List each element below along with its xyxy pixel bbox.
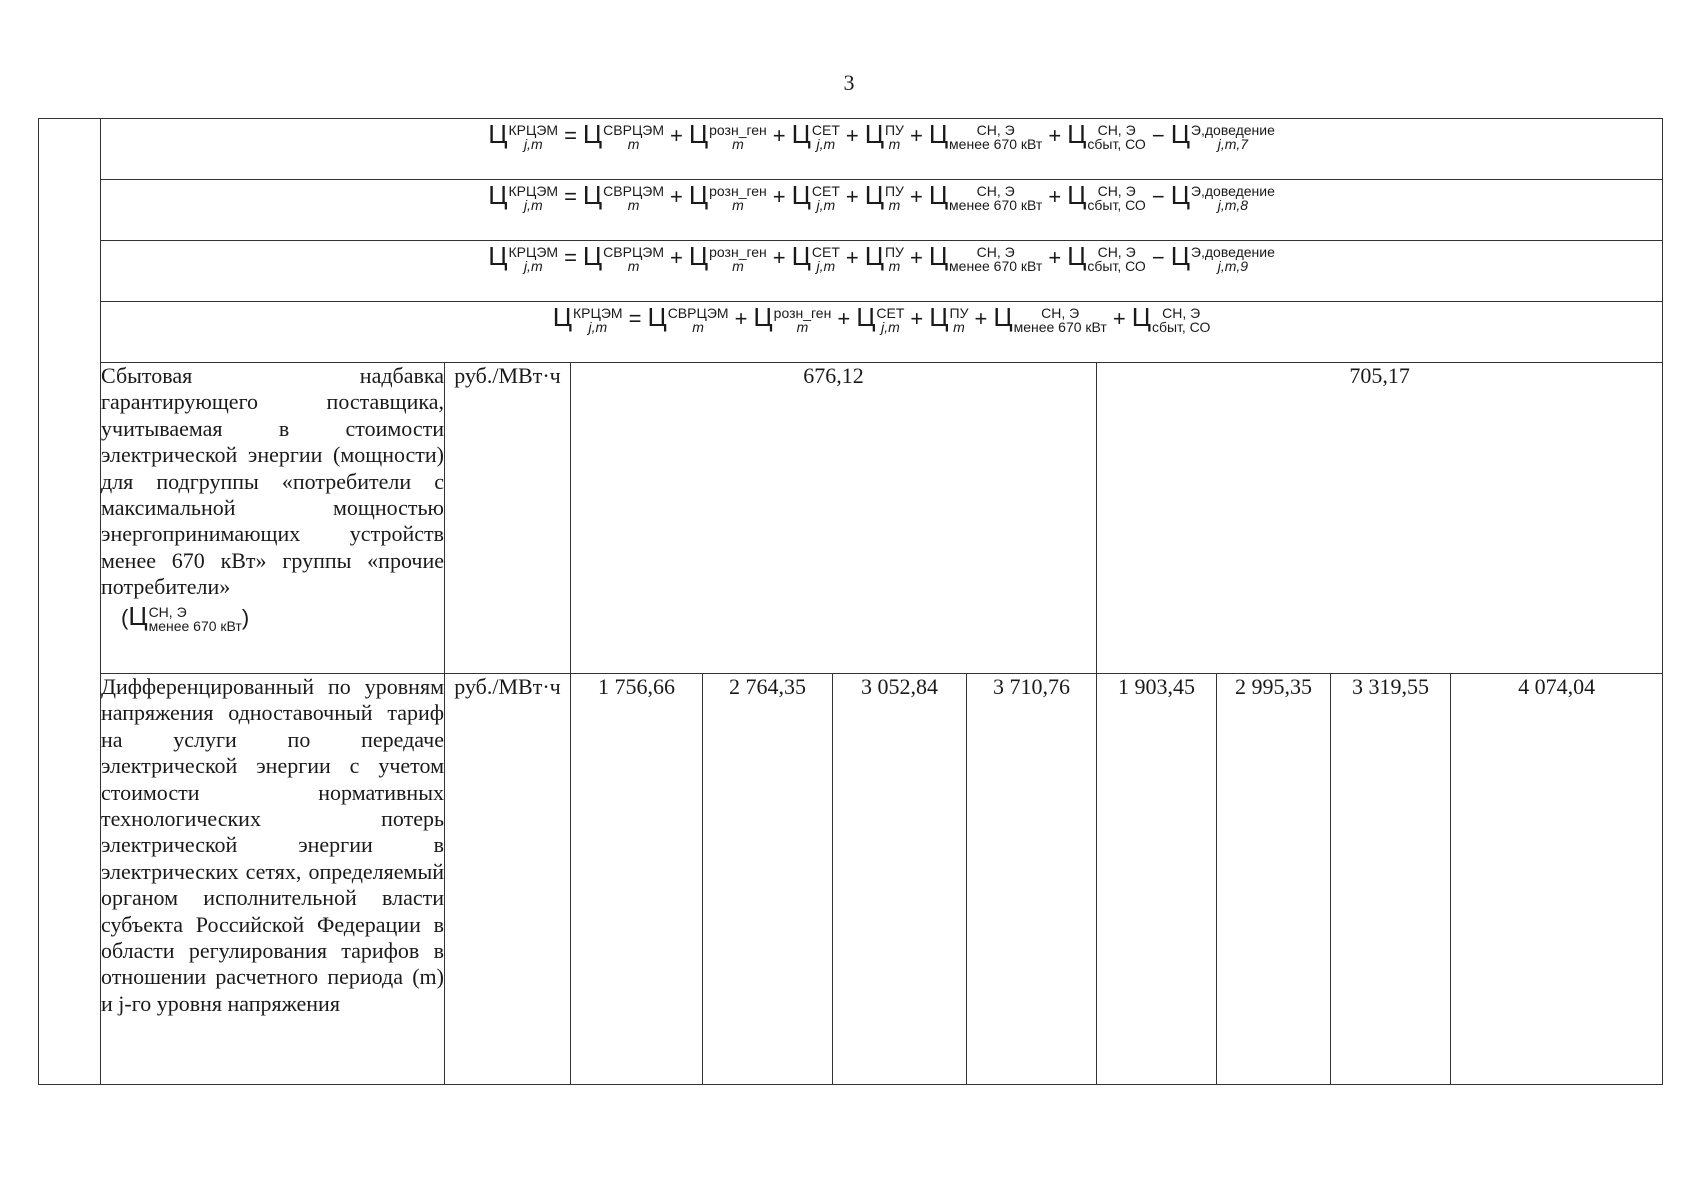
formula-operator: −: [1151, 184, 1165, 209]
formula-indices: [508, 184, 558, 212]
markup-value-2: 705,17: [1097, 363, 1663, 674]
tariff-table: [38, 118, 1663, 1085]
formula-subscript: сбыт, СО: [1087, 136, 1146, 153]
formula-subscript: j,m: [816, 197, 836, 214]
formula-indices: [709, 123, 767, 151]
formula-indices: [1191, 184, 1275, 212]
formula-term: [929, 302, 969, 336]
formula-operator: +: [909, 245, 923, 270]
formula-subscript: j,m: [816, 136, 836, 153]
formula-operator: −: [1151, 245, 1165, 270]
formula-operator: +: [1112, 306, 1126, 331]
formula-symbol: Ц: [1170, 180, 1190, 210]
formula-indices: [709, 184, 767, 212]
formula-superscript: СН, Э: [1162, 305, 1201, 322]
formula-superscript: СН, Э: [1097, 122, 1136, 139]
formula-term: [128, 600, 242, 634]
formula-superscript: СЕТ: [811, 183, 840, 200]
formula-symbol: Ц: [864, 180, 884, 210]
formula-symbol: Ц: [488, 241, 508, 271]
formula-term: [552, 302, 623, 336]
formula-superscript: Э,доведение: [1190, 122, 1275, 139]
formula-operator: +: [772, 245, 786, 270]
formula-operator: +: [845, 245, 859, 270]
formula-operator: −: [1151, 123, 1165, 148]
formula-symbol: Ц: [864, 119, 884, 149]
tariff-row: [39, 674, 1663, 1085]
side-column: [39, 119, 101, 1085]
formula-indices: [1087, 184, 1145, 212]
formula-indices: [603, 184, 664, 212]
formula-symbol: Ц: [864, 241, 884, 271]
formula-indices: [885, 123, 904, 151]
formula-superscript: розн_ген: [709, 183, 767, 200]
formula-cell: [101, 241, 1663, 302]
formula-operator: +: [845, 123, 859, 148]
markup-symbol: [101, 601, 444, 633]
formula-superscript: СЕТ: [811, 244, 840, 261]
formula-superscript: СН, Э: [148, 603, 187, 620]
formula-superscript: ПУ: [884, 122, 904, 139]
formula-indices: [508, 123, 558, 151]
formula-symbol: Ц: [552, 302, 573, 332]
formula-term: [1170, 119, 1275, 153]
formula-symbol: Ц: [688, 119, 709, 149]
tariff-value: 1 756,66: [571, 674, 703, 1085]
formula-paren: ): [241, 604, 250, 630]
formula-operator: +: [670, 184, 683, 209]
formula-symbol: Ц: [791, 119, 811, 149]
formula-superscript: ПУ: [949, 305, 969, 322]
formula-term: [488, 180, 559, 214]
formula-superscript: СН, Э: [1097, 244, 1136, 261]
formula-subscript: j,m: [881, 319, 900, 336]
formula-term: [688, 241, 767, 275]
formula-operator: =: [628, 306, 642, 331]
formula-term: [993, 302, 1107, 336]
formula-indices: [603, 123, 664, 151]
formula-subscript: j,m,8: [1217, 197, 1249, 214]
formula-term: [856, 302, 905, 336]
formula-symbol: Ц: [1067, 241, 1087, 271]
formula-superscript: ПУ: [884, 244, 904, 261]
formula-superscript: КРЦЭМ: [508, 122, 559, 139]
formula-operator: +: [910, 306, 924, 331]
formula-term: [1170, 180, 1275, 214]
formula-symbol: Ц: [753, 302, 773, 332]
formula-operator: +: [734, 306, 748, 331]
formula-superscript: ПУ: [884, 183, 904, 200]
formula-indices: [508, 245, 558, 273]
formula-subscript: m: [627, 136, 640, 153]
formula-indices: [949, 184, 1042, 212]
formula-indices: [1152, 306, 1210, 334]
formula-subscript: m: [627, 197, 640, 214]
formula-term: [791, 180, 840, 214]
formula-symbol: Ц: [856, 302, 876, 332]
formula-subscript: m: [888, 136, 901, 153]
page-number: 3: [843, 70, 855, 95]
formula-row: [39, 119, 1663, 180]
formula-indices: [950, 306, 969, 334]
formula-indices: [812, 245, 840, 273]
formula-subscript: j,m: [523, 258, 543, 275]
formula-superscript: СВРЦЭМ: [667, 305, 729, 322]
formula-subscript: m: [692, 319, 704, 336]
formula-operator: +: [670, 245, 683, 270]
formula-symbol: Ц: [1170, 241, 1190, 271]
formula-subscript: сбыт, СО: [1151, 319, 1211, 336]
formula-paren: (: [121, 604, 129, 630]
formula-term: [1067, 241, 1146, 275]
formula-indices: [812, 184, 840, 212]
formula-subscript: сбыт, СО: [1087, 197, 1146, 214]
formula-superscript: СН, Э: [976, 183, 1015, 200]
formula-indices: [573, 306, 623, 334]
formula-term: [791, 241, 840, 275]
formula-operator: +: [837, 306, 851, 331]
formula-operator: +: [772, 184, 786, 209]
formula-operator: =: [564, 245, 577, 270]
tariff-unit: руб./МВт·ч: [445, 674, 571, 1085]
formula-operator: +: [1048, 184, 1062, 209]
formula-subscript: j,m,7: [1217, 136, 1249, 153]
formula-term: [582, 180, 665, 214]
formula-superscript: Э,доведение: [1190, 244, 1275, 261]
formula-indices: [1191, 245, 1275, 273]
formula-symbol: Ц: [128, 600, 148, 631]
formula-subscript: m: [888, 258, 901, 275]
formula-symbol: Ц: [1067, 119, 1087, 149]
formula-operator: +: [1048, 245, 1062, 270]
formula-operator: =: [564, 123, 577, 148]
formula-symbol: Ц: [928, 180, 949, 210]
formula-indices: [603, 245, 664, 273]
formula-symbol: Ц: [488, 119, 508, 149]
formula-symbol: Ц: [1131, 302, 1151, 332]
formula-symbol: Ц: [1170, 119, 1190, 149]
formula-superscript: СН, Э: [1041, 305, 1080, 322]
formula-symbol: Ц: [929, 302, 949, 332]
formula-row: [39, 302, 1663, 363]
formula-symbol: Ц: [488, 180, 508, 210]
formula-superscript: КРЦЭМ: [508, 244, 559, 261]
formula-symbol: Ц: [582, 119, 603, 149]
formula-subscript: m: [732, 197, 744, 214]
tariff-description: Дифференцированный по уровням напряжения одноставочный тариф на услуги по передаче электрической энергии с учетом стоимости нормативных технологических потерь электрической энергии в электрических сетях, определяемый органом исполнительной власти субъекта Российской Федерации в области регулирования тарифов в отношении расчетного периода (m) и j-го уровня напряжения: [101, 674, 445, 1085]
formula-term: [1067, 119, 1146, 153]
formula-superscript: розн_ген: [709, 244, 767, 261]
formula-operator: +: [772, 123, 786, 148]
formula-indices: [885, 184, 904, 212]
formula-superscript: СЕТ: [876, 305, 905, 322]
formula-term: [1170, 241, 1275, 275]
formula-term: [488, 241, 559, 275]
formula-operator: =: [564, 184, 577, 209]
formula-subscript: m: [796, 319, 809, 336]
formula-subscript: j,m,9: [1217, 258, 1249, 275]
formula-symbol: Ц: [993, 302, 1013, 332]
formula-term: [488, 119, 559, 153]
formula-term: [688, 119, 767, 153]
formula-subscript: j,m: [523, 197, 543, 214]
formula-cell: [101, 302, 1663, 363]
formula-subscript: менее 670 кВт: [148, 617, 242, 634]
formula-subscript: менее 670 кВт: [949, 136, 1043, 153]
formula-symbol: Ц: [928, 241, 949, 271]
formula-subscript: j,m: [523, 136, 543, 153]
markup-description-cell: [101, 363, 445, 674]
formula-indices: [1087, 245, 1145, 273]
formula-superscript: КРЦЭМ: [573, 305, 623, 322]
formula-term: [1067, 180, 1146, 214]
formula-subscript: j,m: [588, 319, 608, 336]
formula-term: [864, 119, 904, 153]
formula-symbol: Ц: [688, 241, 709, 271]
formula-subscript: сбыт, СО: [1087, 258, 1146, 275]
formula-indices: [1087, 123, 1145, 151]
formula-indices: [812, 123, 840, 151]
formula-term: [864, 180, 904, 214]
formula-indices: [149, 605, 242, 633]
markup-description: Сбытовая надбавка гарантирующего поставщика, учитываемая в стоимости электрической энергии (мощности) для подгруппы «потребители с максимальной мощностью энергопринимающих устройств менее 670 кВт» группы «прочие потребители»: [101, 363, 444, 600]
formula-superscript: СЕТ: [811, 122, 840, 139]
tariff-value: 4 074,04: [1451, 674, 1663, 1085]
formula-operator: +: [1048, 123, 1062, 148]
formula-symbol: Ц: [791, 241, 811, 271]
formula-subscript: m: [732, 258, 744, 275]
formula-superscript: СВРЦЭМ: [603, 122, 665, 139]
markup-row: [39, 363, 1663, 674]
tariff-value: 3 319,55: [1331, 674, 1451, 1085]
formula-indices: [1014, 306, 1107, 334]
formula-superscript: розн_ген: [773, 305, 832, 322]
formula-term: [1131, 302, 1211, 336]
formula-row: [39, 241, 1663, 302]
formula-indices: [876, 306, 904, 334]
tariff-value: 3 710,76: [967, 674, 1097, 1085]
tariff-value: 2 764,35: [703, 674, 833, 1085]
formula-superscript: СВРЦЭМ: [603, 183, 665, 200]
formula-superscript: СН, Э: [976, 122, 1015, 139]
formula-symbol: Ц: [791, 180, 811, 210]
markup-unit: руб./МВт·ч: [445, 363, 571, 674]
formula-term: [753, 302, 832, 336]
formula-superscript: КРЦЭМ: [508, 183, 559, 200]
formula-term: [864, 241, 904, 275]
formula-term: [928, 241, 1043, 275]
formula-superscript: Э,доведение: [1190, 183, 1275, 200]
formula-term: [647, 302, 729, 336]
formula-term: [582, 241, 665, 275]
formula-subscript: j,m: [816, 258, 836, 275]
formula-symbol: Ц: [928, 119, 949, 149]
formula-indices: [949, 123, 1042, 151]
formula-superscript: СВРЦЭМ: [603, 244, 665, 261]
formula-symbol: Ц: [1067, 180, 1087, 210]
formula-term: [688, 180, 767, 214]
formula-subscript: менее 670 кВт: [1013, 319, 1107, 336]
markup-value-1: 676,12: [571, 363, 1097, 674]
formula-subscript: менее 670 кВт: [949, 258, 1043, 275]
formula-indices: [709, 245, 767, 273]
formula-term: [928, 180, 1043, 214]
formula-subscript: m: [627, 258, 640, 275]
formula-cell: [101, 119, 1663, 180]
formula-term: [791, 119, 840, 153]
formula-subscript: менее 670 кВт: [949, 197, 1043, 214]
formula-cell: [101, 180, 1663, 241]
formula-superscript: розн_ген: [709, 122, 767, 139]
formula-subscript: m: [732, 136, 744, 153]
formula-symbol: Ц: [647, 302, 667, 332]
formula-indices: [1191, 123, 1275, 151]
formula-subscript: m: [953, 319, 965, 336]
formula-symbol: Ц: [688, 180, 709, 210]
formula-operator: +: [909, 123, 923, 148]
formula-operator: +: [909, 184, 923, 209]
formula-symbol: Ц: [582, 241, 603, 271]
formula-symbol: Ц: [582, 180, 603, 210]
formula-indices: [668, 306, 729, 334]
formula-superscript: СН, Э: [976, 244, 1015, 261]
tariff-value: 3 052,84: [833, 674, 967, 1085]
formula-operator: +: [670, 123, 683, 148]
formula-term: [928, 119, 1043, 153]
tariff-value: 1 903,45: [1097, 674, 1217, 1085]
tariff-value: 2 995,35: [1217, 674, 1331, 1085]
formula-indices: [774, 306, 832, 334]
formula-operator: +: [845, 184, 859, 209]
formula-superscript: СН, Э: [1097, 183, 1136, 200]
formula-subscript: m: [888, 197, 901, 214]
formula-row: [39, 180, 1663, 241]
formula-indices: [885, 245, 904, 273]
formula-indices: [949, 245, 1042, 273]
formula-term: [582, 119, 665, 153]
formula-operator: +: [974, 306, 988, 331]
